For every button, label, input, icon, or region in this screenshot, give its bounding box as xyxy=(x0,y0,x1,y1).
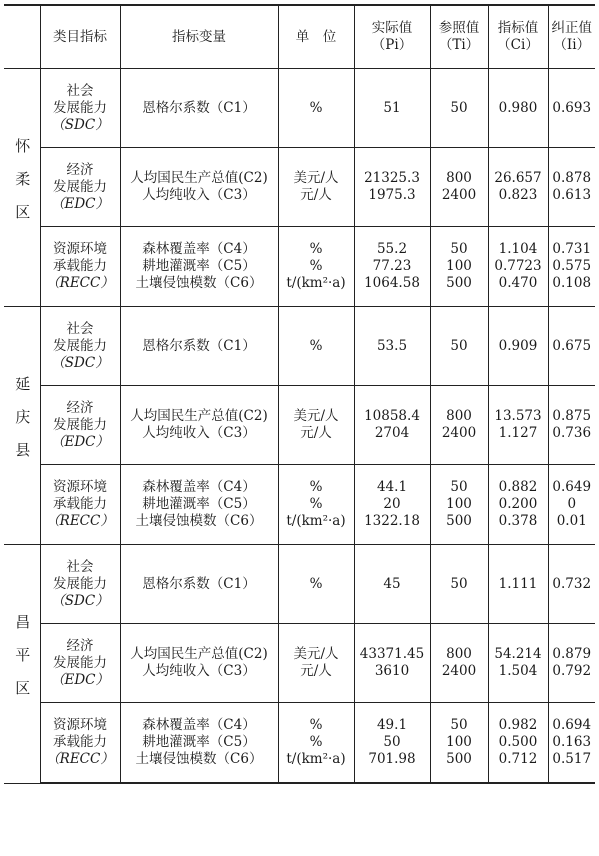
header-reference: 参照值 （Ti） xyxy=(430,5,488,69)
actual-value-cell: 55.2 77.23 1064.58 xyxy=(354,227,430,307)
actual-value-cell: 43371.45 3610 xyxy=(354,624,430,703)
index-value-cell: 1.104 0.7723 0.470 xyxy=(488,227,548,307)
corrected-value-cell: 0.732 xyxy=(548,545,595,624)
actual-value-cell: 51 xyxy=(354,69,430,148)
category-cell: 经济 发展能力 （EDC） xyxy=(40,386,120,465)
header-category: 类目指标 xyxy=(40,5,120,69)
unit-cell: % % t/(km²·a) xyxy=(278,703,354,784)
variable-cell: 人均国民生产总值(C2) 人均纯收入（C3） xyxy=(120,624,278,703)
reference-value-cell: 800 2400 xyxy=(430,148,488,227)
header-actual: 实际值 （Pi） xyxy=(354,5,430,69)
reference-value-cell: 50 xyxy=(430,307,488,386)
unit-cell: % xyxy=(278,545,354,624)
unit-cell: 美元/人 元/人 xyxy=(278,148,354,227)
table-body xyxy=(4,69,595,784)
corrected-value-cell: 0.694 0.163 0.517 xyxy=(548,703,595,784)
variable-cell: 森林覆盖率（C4） 耕地灌溉率（C5） 土壤侵蚀模数（C6） xyxy=(120,465,278,545)
category-cell: 社会 发展能力 （SDC） xyxy=(40,69,120,148)
reference-value-cell: 50 100 500 xyxy=(430,703,488,784)
index-value-cell: 13.573 1.127 xyxy=(488,386,548,465)
unit-cell: % xyxy=(278,69,354,148)
header-variable: 指标变量 xyxy=(120,5,278,69)
reference-value-cell: 50 xyxy=(430,69,488,148)
corrected-value-cell: 0.649 0 0.01 xyxy=(548,465,595,545)
corrected-value-cell: 0.878 0.613 xyxy=(548,148,595,227)
table-row xyxy=(4,703,595,784)
actual-value-cell: 10858.4 2704 xyxy=(354,386,430,465)
actual-value-cell: 21325.3 1975.3 xyxy=(354,148,430,227)
table-row xyxy=(4,465,595,545)
table-row xyxy=(4,545,595,624)
index-value-cell: 26.657 0.823 xyxy=(488,148,548,227)
category-cell: 经济 发展能力 （EDC） xyxy=(40,148,120,227)
category-cell: 经济 发展能力 （EDC） xyxy=(40,624,120,703)
actual-value-cell: 44.1 20 1322.18 xyxy=(354,465,430,545)
reference-value-cell: 800 2400 xyxy=(430,386,488,465)
index-value-cell: 54.214 1.504 xyxy=(488,624,548,703)
unit-cell: % % t/(km²·a) xyxy=(278,227,354,307)
category-cell: 社会 发展能力 （SDC） xyxy=(40,545,120,624)
variable-cell: 恩格尔系数（C1） xyxy=(120,307,278,386)
table-row xyxy=(4,148,595,227)
actual-value-cell: 53.5 xyxy=(354,307,430,386)
variable-cell: 人均国民生产总值(C2) 人均纯收入（C3） xyxy=(120,148,278,227)
variable-cell: 人均国民生产总值(C2) 人均纯收入（C3） xyxy=(120,386,278,465)
unit-cell: 美元/人 元/人 xyxy=(278,386,354,465)
table-row xyxy=(4,307,595,386)
header-row xyxy=(4,5,595,69)
region-name: 怀柔区 xyxy=(4,69,40,307)
actual-value-cell: 45 xyxy=(354,545,430,624)
header-corrected: 纠正值 （Ii） xyxy=(548,5,595,69)
variable-cell: 森林覆盖率（C4） 耕地灌溉率（C5） 土壤侵蚀模数（C6） xyxy=(120,227,278,307)
corrected-value-cell: 0.693 xyxy=(548,69,595,148)
reference-value-cell: 50 100 500 xyxy=(430,227,488,307)
region-name: 延庆县 xyxy=(4,307,40,545)
evaluation-table xyxy=(4,4,595,784)
category-cell: 资源环境 承载能力 （RECC） xyxy=(40,703,120,784)
unit-cell: % % t/(km²·a) xyxy=(278,465,354,545)
category-cell: 社会 发展能力 （SDC） xyxy=(40,307,120,386)
table-row xyxy=(4,69,595,148)
category-cell: 资源环境 承载能力 （RECC） xyxy=(40,227,120,307)
variable-cell: 恩格尔系数（C1） xyxy=(120,545,278,624)
index-value-cell: 0.980 xyxy=(488,69,548,148)
table-row xyxy=(4,386,595,465)
index-value-cell: 1.111 xyxy=(488,545,548,624)
index-value-cell: 0.882 0.200 0.378 xyxy=(488,465,548,545)
reference-value-cell: 800 2400 xyxy=(430,624,488,703)
region-name: 昌平区 xyxy=(4,545,40,784)
table-row xyxy=(4,227,595,307)
variable-cell: 恩格尔系数（C1） xyxy=(120,69,278,148)
index-value-cell: 0.982 0.500 0.712 xyxy=(488,703,548,784)
header-unit: 单 位 xyxy=(278,5,354,69)
header-region xyxy=(4,5,40,69)
corrected-value-cell: 0.675 xyxy=(548,307,595,386)
corrected-value-cell: 0.875 0.736 xyxy=(548,386,595,465)
category-cell: 资源环境 承载能力 （RECC） xyxy=(40,465,120,545)
variable-cell: 森林覆盖率（C4） 耕地灌溉率（C5） 土壤侵蚀模数（C6） xyxy=(120,703,278,784)
reference-value-cell: 50 xyxy=(430,545,488,624)
reference-value-cell: 50 100 500 xyxy=(430,465,488,545)
header-index: 指标值 （Ci） xyxy=(488,5,548,69)
table-row xyxy=(4,624,595,703)
corrected-value-cell: 0.731 0.575 0.108 xyxy=(548,227,595,307)
actual-value-cell: 49.1 50 701.98 xyxy=(354,703,430,784)
unit-cell: % xyxy=(278,307,354,386)
unit-cell: 美元/人 元/人 xyxy=(278,624,354,703)
corrected-value-cell: 0.879 0.792 xyxy=(548,624,595,703)
index-value-cell: 0.909 xyxy=(488,307,548,386)
